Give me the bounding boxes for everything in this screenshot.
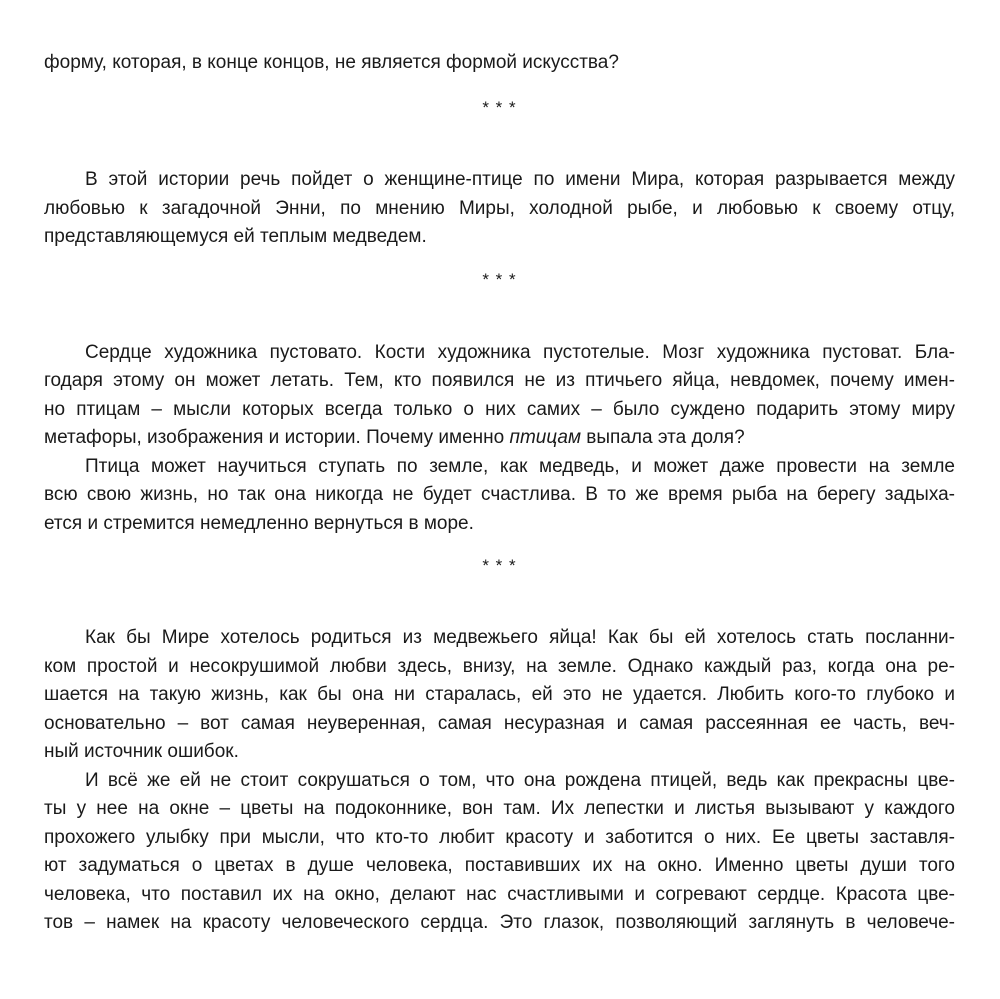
text-line <box>44 423 955 452</box>
text-line: ют задуматься о цветах в душе человека, поставивших их на окно. Именно цветы души того <box>44 855 955 876</box>
text-line: И всё же ей не стоит сокрушаться о том, что она рождена птицей, ведь как прекрасны цве- <box>85 770 955 791</box>
text-line: тов – намек на красоту человеческого сердца. Это глазок, позволяющий заглянуть в человече- <box>44 912 955 933</box>
section-separator: * * * <box>482 98 517 117</box>
italic-emphasis: птицам <box>509 427 582 448</box>
section-separator: * * * <box>482 270 517 289</box>
text-line: но птицам – мысли которых всегда только о них самих – было суждено подарить этому миру <box>44 399 955 420</box>
text-line: шается на такую жизнь, как бы она ни старалась, ей это не удается. Любить кого-то глубоко и <box>44 684 955 705</box>
text-line: форму, которая, в конце концов, не является формой искусства? <box>44 52 619 73</box>
text-line: ком простой и несокрушимой любви здесь, внизу, на земле. Однако каждый раз, когда она ре- <box>44 656 955 677</box>
text-line: прохожего улыбку при мысли, что кто-то любит красоту и заботится о них. Ее цветы заставля- <box>44 827 955 848</box>
text-line: основательно – вот самая неуверенная, самая несуразная и самая рассеянная ее часть, веч- <box>44 713 955 734</box>
text-line: Сердце художника пустовато. Кости художника пустотелые. Мозг художника пустоват. Бла- <box>85 342 955 363</box>
text-line: человека, что поставил их на окно, делают нас счастливыми и согревают сердце. Красота цве- <box>44 884 955 905</box>
text-span: выпала эта доля? <box>581 427 745 448</box>
text-span: метафоры, изображения и истории. Почему именно <box>44 427 510 448</box>
section-separator: * * * <box>482 556 517 575</box>
text-line: годаря этому он может летать. Тем, кто появился не из птичьего яйца, невдомек, почему имен- <box>44 370 955 391</box>
text-line: ты у нее на окне – цветы на подоконнике, вон там. Их лепестки и листья вызывают у каждого <box>44 798 955 819</box>
text-line: Птица может научиться ступать по земле, как медведь, и может даже провести на земле <box>85 456 955 477</box>
text-line: представляющемуся ей теплым медведем. <box>44 226 427 247</box>
text-line: любовью к загадочной Энни, по мнению Миры, холодной рыбе, и любовью к своему отцу, <box>44 198 955 219</box>
text-line: ный источник ошибок. <box>44 741 239 762</box>
text-line: В этой истории речь пойдет о женщине-птице по имени Мира, которая разрывается между <box>85 169 955 190</box>
text-line: всю свою жизнь, но так она никогда не будет счастлива. В то же время рыба на берегу задыха- <box>44 484 955 505</box>
text-line: ется и стремится немедленно вернуться в море. <box>44 513 474 534</box>
text-line: Как бы Мире хотелось родиться из медвежьего яйца! Как бы ей хотелось стать посланни- <box>85 627 955 648</box>
